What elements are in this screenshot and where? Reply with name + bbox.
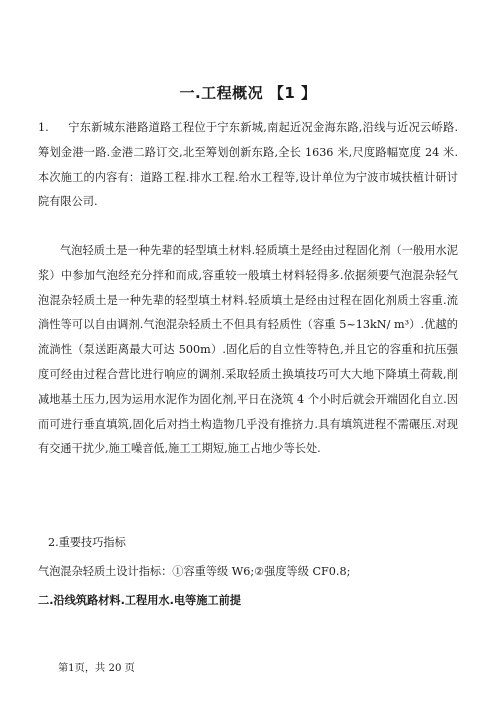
section-1-paragraph xyxy=(38,116,458,215)
section-3-heading: 二.沿线筑路材料.工程用水.电等施工前提 xyxy=(38,594,241,607)
page-footer: 第1页，共 20 页 xyxy=(58,663,135,674)
document-title: 一.工程概况 【1 】 xyxy=(179,84,317,102)
section-1-number: 1. xyxy=(38,121,49,134)
section-1-text: 宁东新城东港路道路工程位于宁东新城,南起近况金海东路,沿线与近况云峤路.筹划金港一路.金港二路订交,北至筹划创新东路,全长 1636 米,尺度路幅宽度 24 米.本次施工的内容有：道路工程.排水工程.给水工程等,设计单位为宁波市城扶植计研讨院有限公司. xyxy=(38,121,458,209)
section-2-text: 气泡混杂轻质土设计指标：①容重等级 W6;②强度等级 CF0.8; xyxy=(38,565,351,578)
foam-soil-paragraph: 气泡轻质土是一种先辈的轻型填土材料.轻质填土是经由过程固化剂（一般用水泥浆）中参加气泡经充分拌和而成,容重较一般填土材料轻得多.依据须要气泡混杂轻气泡混杂轻质土是一种先辈的轻型填土材料.轻质填土是经由过程在固化剂质土容重.流淌性等可以自由调剂.气泡混杂轻质土不但具有轻质性（容重 5~13kN/ m³）.优越的流淌性（泵送距离最大可达 500m）.固化后的自立性等特色,并且它的容重和抗压强度可经由过程合营比进行响应的调剂.采取轻质土换填技巧可大大地下降填土荷载,削减地基土压力,因为运用水泥作为固化剂,平日在浇筑 4 个小时后就会开端固化自立.因而可进行垂直填筑,固化后对挡土构造物几乎没有推挤力.具有填筑进程不需碾压.对现有交通干扰少,施工噪音低,施工工期短,施工占地少等长处. xyxy=(38,244,458,456)
section-2-heading: 2.重要技巧指标 xyxy=(48,536,126,549)
